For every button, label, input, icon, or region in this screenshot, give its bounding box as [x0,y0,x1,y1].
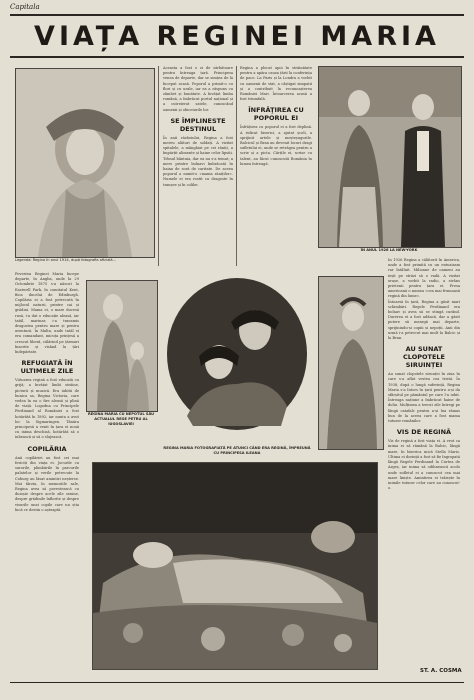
column-divider-2 [236,66,237,266]
heading-intoarcere: SE ÎMPLINESTE DESTINUL [170,116,226,133]
col3b-text: Înfrățirea cu poporul ei a fost deplină. A ridicat biserici, a ajutat școli, a sprijinit artele și meșteșugurile. Balcicul și Bran au devenit locuri dragi sufletului ei, unde se retrăgea pentru a scrie și a picta. Cărțile ei, scrise cu talent, au făcut cunoscută România în lumea întreagă. [240,125,312,166]
column-1 [15,272,79,664]
heading-refugiu: REFUGIATĂ ÎN ULTIMELE ZILE [20,359,74,376]
grandson-illustration [87,281,157,411]
heading-copilaria: COPILĂRIA [27,444,67,453]
heading-vis: VIS DE REGINĂ [396,428,452,437]
queen-ileana-illustration [163,276,311,454]
section-label: Capitala [10,3,40,11]
column-3 [240,66,312,271]
column-divider [158,66,159,266]
funeral-photo [92,462,378,670]
col4-text: În 1926 Regina a călătorit în America, unde a fost primită cu un entuziasm rar întâlnit. Milioane de oameni au ieșit pe străzi să o vadă. A vizitat orașe, a vorbit la radio, a strâns prietenii pentru țara ei. Presa americană o numea «cea mai frumoasă regină din lume». [388,258,460,299]
col1-text: Povestea Reginei Maria începe departe, în Anglia, unde la 29 Octombrie 1875 s-a născut la Eastwell Park, în comitatul Kent, fiica ducelui de Edinburgh. Copilăria ei a fost petrecută în mijlocul naturii, printre cai și grădini. Mama ei, o mare ducesă rusă, i-a dat o educație aleasă, iar tatăl, marinar, i-a transmis dragostea pentru mare și pentru aventură. În Malta, unde tatăl ei era comandant, micuța prințesă a crescut liberă, călărind pe țărmuri însorite și visând la țări îndepărtate. [15,272,79,355]
top-rule [10,14,464,16]
grandson-caption: REGINA MARIA CU NEPOTUL SĂU ACTUALUL REGE PETRU AL IUGOSLAVIEI [87,412,155,426]
column-4 [388,258,460,658]
new-york-caption: ÎN ANUL 1926 LA NEW-YORK [360,248,418,252]
profile-illustration [319,277,383,449]
col4d-text: Vis de regină a fost viața ei. A vrut ca inima ei să rămână la Balcic, lângă mare, în biserica mică Stella Maris. Ultima ei dorință a fost să fie îngropată lângă Regele Ferdinand la Curtea de Argeș, iar inima să odihnească acolo unde sufletul ei a cunoscut cea mai mare liniște. Amintirea ei trăiește în inimile tuturor celor care au cunoscut-o. [388,439,460,491]
col4c-text: Au sunat clopotele sirunței în ziua în care s-a aflat vestea cea tristă. În 1938, după o lungă suferință, Regina Maria s-a întors în țară pentru a-și da sfârșitul pe pământul pe care l-a iubit. Întreaga națiune a îmbrăcat haine de doliu. Mulțimea a trecut zile întregi pe lângă catafalc pentru a-și lua rămas bun de la aceea care a fost mama tuturor românilor. [388,372,460,424]
page-title: VIAȚA REGINEI MARIA [34,21,440,52]
col4b-text: Întoarsă în țară, Regina a găsit mari schimbări. Regele Ferdinand era bolnav și avea să se stingă curând. Durerea ei a fost adâncă, dar a găsit putere să meargă mai departe, sprijinindu-și copiii și nepoții. Anii din urmă i-a petrecut mai mult la Balcic și la Bran. [388,299,460,341]
col2-text: Aceasta a fost o zi de sărbătoare pentru întreaga țară. Principesa venea de departe, dar se simțea de la început acasă. Poporul a primit-o cu flori și cu urale, iar ea a răspuns cu zâmbet și bunătate. A învățat limba română, a îmbrăcat portul național și a cutreierat satele, cunoscând oamenii și obiceiurile lor. [163,66,233,112]
portrait-caption: Legenda: Regina în anul 1914, după fotografia oficială… [15,258,117,262]
col1b-text: Viitoarea regină a fost educată cu grijă; a învățat limbi străine, pictură și muzică. Era iubită de bunica sa, Regina Victoria, care vedea în ea o fire aleasă și plină de viață. Logodna cu Principele Ferdinand al României a fost hotărâtă în 1892, iar nunta a avut loc la Sigmaringen. Tânăra principesă a venit în țara ei nouă cu inima deschisă, hotărâtă să o iubească și să o slujească. [15,378,79,440]
new-york-illustration [319,67,461,247]
oval-photo-frame [163,276,311,454]
queen-with-grandson-photo [86,280,158,412]
queen-portrait-photo [15,68,155,258]
col2b-text: În anii războiului, Regina a fost mereu alături de soldați. A vizitat spitalele, a mângâiat pe cei răniți, a împărțit alimente și haine celor lipsiți. Tifosul bântuia, dar ea nu s-a temut; a mers printre bolnavi îmbrăcată în haina de soră de caritate. De aceea poporul a numit-o «mama răniților». Numele ei era rostit cu dragoste în tranșee și în colibe. [163,135,233,187]
author-signature: ST. A. COSMA [420,668,462,674]
col3-text: Regina a plecat apoi în străinătate pentru a apăra cauza țării la conferința de pace. La Paris și la Londra a vorbit cu oamenii de stat, a câștigat simpatii și a contribuit la recunoașterea României Mari. Întoarcerea acasă a fost triumfală. [240,66,312,102]
col1c-text: Anii copilăriei au fost cei mai fericiți din viața ei. Jocurile cu surorile, plimbările în parcurile palatelor și verile petrecute la Coburg au lăsat amintiri neșterse. Mai târziu, în memoriile sale, Regina avea să povestească cu duioșie despre acele zile senine, despre grădinile înflorite și despre visurile unei copile care nu știa încă ce destin o așteaptă. [15,455,79,512]
profile-portrait-photo [318,276,384,450]
heading-inapoi: ÎNFRĂŢIREA CU POPORUL EI [248,106,304,123]
column-2 [163,66,233,271]
bottom-rule [10,682,464,683]
oval-caption: REGINA MARIA FOTOGRAFIATĂ PE ATUNCI CÂND ERA REGINĂ, ÎMPREUNĂ CU PRINCIPESA ILEANA [163,446,311,455]
heading-clopotele: AU SUNAT CLOPOTELE SIRUINȚEI [403,345,445,370]
funeral-illustration [93,463,377,669]
new-york-photo [318,66,462,248]
portrait-illustration [16,69,154,257]
title-rule [10,56,464,58]
